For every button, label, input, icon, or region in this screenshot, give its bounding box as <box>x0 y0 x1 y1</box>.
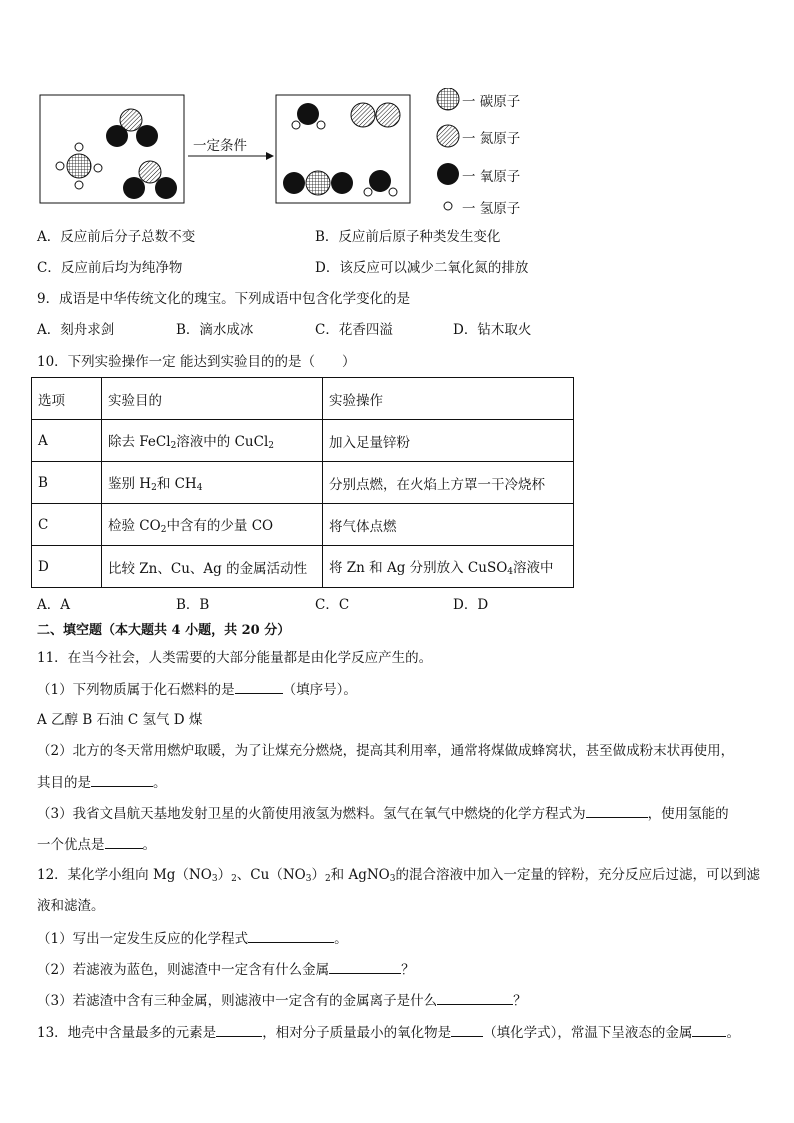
q11-part2-line1: （2）北方的冬天常用燃炉取暖，为了让煤充分燃烧，提高其利用率，通常将煤做成蜂窝状，甚至做成粉末状再使用， <box>37 743 735 759</box>
answer-blank[interactable] <box>105 834 143 849</box>
header-option: 选项 <box>32 378 102 420</box>
answer-blank[interactable] <box>451 1022 483 1037</box>
table-row <box>32 420 574 462</box>
q11-part3-line1: （3）我省文昌航天基地发射卫星的火箭使用液氢为燃料。氢气在氧气中燃烧的化学方程式为 ，使用氢能的 <box>37 803 729 824</box>
q9-option-a: A．刻舟求剑 <box>37 322 115 338</box>
q9-option-d: D．钻木取火 <box>453 322 532 338</box>
q10-stem: 10．下列实验操作一定 能达到实验目的的是（ ） <box>37 354 356 370</box>
row-option: D <box>32 546 102 588</box>
header-goal: 实验目的 <box>102 378 323 420</box>
legend-nitrogen-label: 一 氮原子 <box>462 131 521 147</box>
legend-oxygen-icon <box>437 163 459 185</box>
q8-option-c: C．反应前后均为纯净物 <box>37 260 183 276</box>
products-box <box>276 95 410 203</box>
q10-option-b: B．B <box>176 597 210 613</box>
row-option: C <box>32 504 102 546</box>
nitrogen-dioxide-molecule <box>106 109 158 147</box>
row-operation: 将 Zn 和 Ag 分别放入 CuSO$_4$溶液中 <box>323 546 574 588</box>
q10-option-a: A．A <box>37 597 70 613</box>
answer-blank[interactable] <box>692 1022 726 1037</box>
row-goal: 检验 $CO_2$中含有的少量 CO <box>102 504 323 546</box>
q9-stem: 9．成语是中华传统文化的瑰宝。下列成语中包含化学变化的是 <box>37 291 411 307</box>
q9-option-b: B．滴水成冰 <box>176 322 254 338</box>
table-row <box>32 504 574 546</box>
q13-stem: 13．地壳中含量最多的元素是 ，相对分子质量最小的氧化物是 （填化学式），常温下呈液态的金属 。 <box>37 1022 740 1043</box>
row-goal: 比较 Zn、Cu、Ag 的金属活动性 <box>102 546 323 588</box>
row-operation: 将气体点燃 <box>323 504 574 546</box>
q12-part3: （3）若滤渣中含有三种金属，则滤液中一定含有的金属离子是什么 ？ <box>37 990 527 1011</box>
carbon-dioxide-molecule <box>283 171 353 195</box>
q10-option-d: D．D <box>453 597 489 613</box>
q12-stem-line2: 液和滤渣。 <box>37 898 105 914</box>
q11-stem: 11．在当今社会，人类需要的大部分能量都是由化学反应产生的。 <box>37 650 433 666</box>
legend-carbon-label: 一 碳原子 <box>462 94 521 110</box>
nitrogen-molecule <box>351 103 400 127</box>
answer-blank[interactable] <box>216 1022 262 1037</box>
legend-hydrogen-icon <box>444 202 452 210</box>
q11-part1: （1）下列物质属于化石燃料的是 （填序号）。 <box>37 679 357 700</box>
table-row <box>32 462 574 504</box>
q12-stem-line1: 12．某化学小组向 $Mg(NO_3)_2$、$Cu(NO_3)_2$和 AgNO$_3$的混合溶液中加入一定量的锌粉，充分反应后过滤，可以到滤 <box>37 867 760 884</box>
experiment-table <box>31 377 574 588</box>
legend-hydrogen-label: 一 氢原子 <box>462 201 521 217</box>
reactants-box <box>40 95 184 203</box>
nitrogen-dioxide-molecule <box>123 161 177 199</box>
legend-oxygen-label: 一 氧原子 <box>462 169 521 185</box>
reaction-diagram <box>36 88 536 212</box>
q12-part1: （1）写出一定发生反应的化学程式 。 <box>37 928 348 949</box>
answer-blank[interactable] <box>248 928 334 943</box>
row-option: A <box>32 420 102 462</box>
water-molecule <box>364 170 397 196</box>
row-operation: 加入足量锌粉 <box>323 420 574 462</box>
table-header-row <box>32 378 574 420</box>
answer-blank[interactable] <box>329 959 401 974</box>
q11-part3-line2: 一个优点是 。 <box>37 834 156 855</box>
table-row <box>32 546 574 588</box>
row-goal: 除去 FeCl$_2$溶液中的 CuCl$_2$ <box>102 420 323 462</box>
legend-nitrogen-icon <box>437 125 459 147</box>
q11-part2-line2: 其目的是 。 <box>37 772 167 793</box>
water-molecule <box>292 103 325 129</box>
row-goal: 鉴别 $H_2$和 $CH_4$ <box>102 462 323 504</box>
arrow-label: 一定条件 <box>193 138 247 154</box>
answer-blank[interactable] <box>235 679 283 694</box>
row-operation: 分别点燃，在火焰上方罩一干冷烧杯 <box>323 462 574 504</box>
q8-option-d: D．该反应可以减少二氧化氮的排放 <box>315 260 529 276</box>
q12-part2: （2）若滤液为蓝色，则滤渣中一定含有什么金属 ？ <box>37 959 415 980</box>
answer-blank[interactable] <box>437 990 513 1005</box>
q9-option-c: C．花香四溢 <box>315 322 393 338</box>
answer-blank[interactable] <box>586 803 648 818</box>
legend-carbon-icon <box>437 88 459 110</box>
q10-option-c: C．C <box>315 597 350 613</box>
q8-option-b: B．反应前后原子种类发生变化 <box>315 229 501 245</box>
q8-option-a: A．反应前后分子总数不变 <box>37 229 196 245</box>
header-operation: 实验操作 <box>323 378 574 420</box>
section-title: 二、填空题（本大题共 4 小题，共 20 分） <box>37 623 291 638</box>
methane-molecule <box>56 143 102 189</box>
legend <box>437 88 459 210</box>
q11-choices: A 乙醇 B 石油 C 氢气 D 煤 <box>37 712 203 728</box>
answer-blank[interactable] <box>91 772 153 787</box>
row-option: B <box>32 462 102 504</box>
